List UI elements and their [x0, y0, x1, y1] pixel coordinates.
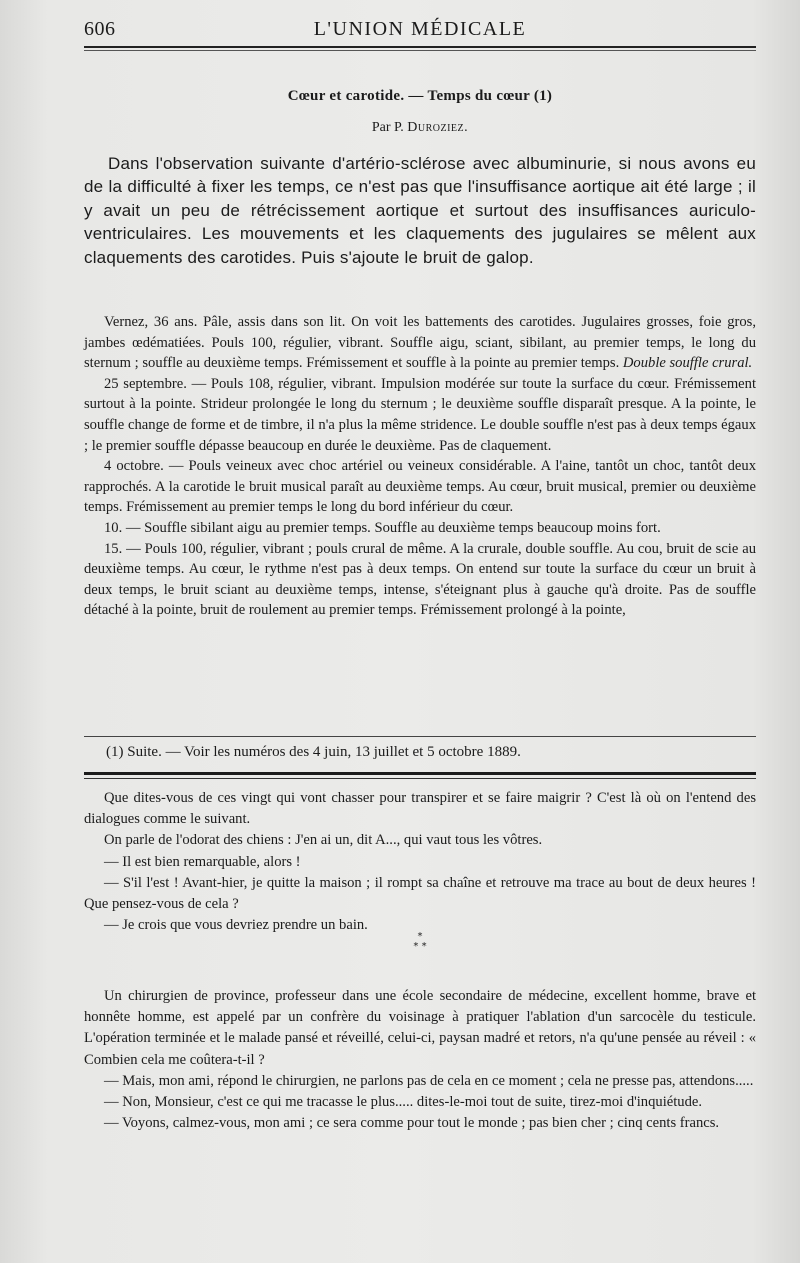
observation-text: 25 septembre. — Pouls 108, régulier, vibrant. Impulsion modérée sur toute la surface du cœur. Frémissement surtout à la pointe. Strideur prolongée le long du sternum ; le deuxième souffle disparaît presque. A la pointe, le souffle change de forme et de timbre, il n'a plus la même stridence. Le double souffle n'est pas à deux temps égaux ; le premier souffle dépasse beaucoup en durée le deuxième. Pas de claquement.: [84, 375, 756, 454]
anecdote-paragraph: On parle de l'odorat des chiens : J'en ai un, dit A..., qui vaut tous les vôtres.: [104, 832, 543, 849]
anecdote-paragraph: — Voyons, calmez-vous, mon ami ; ce sera comme pour tout le monde ; pas bien cher ; cinq cents francs.: [104, 1115, 720, 1132]
byline: [84, 120, 756, 136]
running-head: [84, 18, 756, 46]
page-number: 606: [84, 18, 116, 40]
anecdote-paragraph: — S'il l'est ! Avant-hier, je quitte la maison ; il rompt sa chaîne et retrouve ma trace au bout de deux heures ! Que pensez-vous de cela ?: [84, 874, 756, 913]
observation-paragraph: [84, 374, 756, 456]
intro-paragraph: Dans l'observation suivante d'artério-sclérose avec albuminurie, si nous avons eu de la difficulté à fixer les temps, ce n'est pas que l'insuffisance aortique ait été large ; il y avait un peu de rétrécissement aortique et surtout des insuffisances auriculo-ventriculaires. Les mouvements et les claquements des jugulaires se mêlent aux claquements des carotides. Puis s'ajoute le bruit de galop.: [84, 154, 756, 267]
anecdote-paragraph: — Je crois que vous devriez prendre un bain.: [104, 917, 368, 934]
anecdote-paragraph: — Il est bien remarquable, alors !: [104, 853, 301, 870]
anecdote-paragraph: Que dites-vous de ces vingt qui vont chasser pour transpirer et se faire maigrir ? C'est là où on l'entend des dialogues comme le suivant.: [84, 790, 756, 828]
asterism-bottom: * *: [413, 941, 427, 952]
journal-title: L'UNION MÉDICALE: [313, 18, 527, 40]
byline-prefix: Par P.: [371, 120, 404, 135]
observation-text: 15. — Pouls 100, régulier, vibrant ; pouls crural de même. A la crurale, double souffle. Au cou, bruit de scie au deuxième temps. Au cœur, le rythme n'est pas à deux temps. On entend sur toute la surface du cœur un bruit à deux temps, le bruit sciant au deuxième temps, intense, s'éteignant plus à gauche qu'à droite. Pas de souffle détaché à la pointe, bruit de roulement au premier temps. Frémissement prolongé à la pointe,: [84, 540, 756, 619]
observation-notes: [84, 312, 756, 621]
section-divider-thin: [84, 778, 756, 779]
author-name: Duroziez.: [407, 120, 469, 135]
anecdote-dogs: [84, 788, 756, 936]
header-rule-thin: [84, 50, 756, 51]
footnote-rule: [84, 736, 756, 737]
observation-paragraph: [84, 518, 756, 539]
asterism-top: *: [417, 931, 423, 942]
article-title: Cœur et carotide. — Temps du cœur (1): [287, 88, 553, 104]
observation-emphasis: Double souffle crural.: [622, 355, 753, 372]
observation-text: Vernez, 36 ans. Pâle, assis dans son lit. On voit les battements des carotides. Jugulaires grosses, foie gros, jambes œdématiées. Pouls 100, régulier, vibrant. Souffle aigu, sciant, sibilant, au premier temps, le long du sternum ; souffle au deuxième temps. Frémissement et souffle à la pointe au premier temps.: [84, 314, 756, 372]
asterism-divider: [84, 932, 756, 952]
footnote: (1) Suite. — Voir les numéros des 4 juin, 13 juillet et 5 octobre 1889.: [106, 744, 521, 760]
header-rule: [84, 46, 756, 48]
anecdote-paragraph: — Mais, mon ami, répond le chirurgien, ne parlons pas de cela en ce moment ; cela ne presse pas, attendons.....: [104, 1072, 754, 1089]
observation-paragraph: [84, 539, 756, 621]
observation-paragraph: [84, 456, 756, 518]
anecdote-paragraph: — Non, Monsieur, c'est ce qui me tracasse le plus..... dites-le-moi tout de suite, tirez-moi d'inquiétude.: [104, 1094, 703, 1111]
observation-text: 4 octobre. — Pouls veineux avec choc artériel ou veineux considérable. A l'aine, tantôt un choc, tantôt deux rapprochés. A la carotide le bruit musical paraît au deuxième temps. Au cœur, bruit musical, premier ou deuxième temps. Frémissement au premier temps le long du bord inférieur du cœur.: [84, 458, 756, 516]
anecdote-surgeon: [84, 986, 756, 1134]
observation-paragraph: [84, 312, 756, 374]
observation-text: 10. — Souffle sibilant aigu au premier temps. Souffle au deuxième temps beaucoup moins fort.: [104, 519, 661, 536]
section-divider-thick: [84, 772, 756, 775]
anecdote-paragraph: Un chirurgien de province, professeur dans une école secondaire de médecine, excellent homme, brave et honnête homme, est appelé par un confrère du voisinage à pratiquer l'ablation d'un sarcocèle du testicule. L'opération terminée et le malade pansé et réveillé, celui-ci, paysan madré et retors, n'a qu'une pensée au réveil : « Combien cela me coûtera-t-il ?: [84, 988, 756, 1068]
